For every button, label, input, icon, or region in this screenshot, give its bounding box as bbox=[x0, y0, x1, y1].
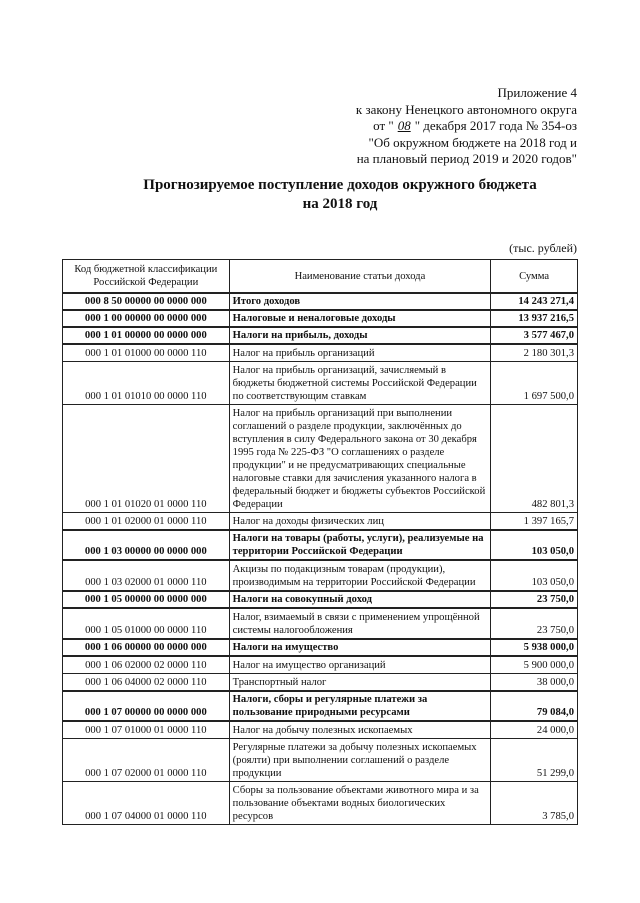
name-cell: Налог, взимаемый в связи с применением упрощённой системы налогообложения bbox=[229, 608, 491, 639]
table-row bbox=[63, 591, 578, 608]
name-cell: Налоговые и неналоговые доходы bbox=[229, 310, 491, 327]
sum-cell: 79 084,0 bbox=[491, 691, 578, 721]
code-cell: 000 1 01 01010 00 0000 110 bbox=[63, 362, 230, 405]
name-cell: Сборы за пользование объектами животного мира и за пользование объектами водных биологических ресурсов bbox=[229, 782, 491, 825]
name-cell: Налог на прибыль организаций bbox=[229, 344, 491, 362]
sum-cell: 5 900 000,0 bbox=[491, 656, 578, 674]
units-label: (тыс. рублей) bbox=[509, 241, 577, 255]
table-row bbox=[63, 656, 578, 674]
sum-cell: 1 697 500,0 bbox=[491, 362, 578, 405]
appendix-law-title-1: "Об окружном бюджете на 2018 год и bbox=[368, 134, 577, 150]
name-cell: Итого доходов bbox=[229, 293, 491, 310]
name-cell: Регулярные платежи за добычу полезных ископаемых (роялти) при выполнении соглашений о разделе продукции bbox=[229, 739, 491, 782]
name-cell: Акцизы по подакцизным товарам (продукции), производимым на территории Российской Федерации bbox=[229, 560, 491, 591]
table-row bbox=[63, 362, 578, 405]
code-cell: 000 1 03 00000 00 0000 000 bbox=[63, 530, 230, 560]
appendix-law-title-2: на плановый период 2019 и 2020 годов" bbox=[356, 151, 577, 166]
name-cell: Налог на добычу полезных ископаемых bbox=[229, 721, 491, 739]
code-cell: 000 1 01 01000 00 0000 110 bbox=[63, 344, 230, 362]
name-cell: Налог на имущество организаций bbox=[229, 656, 491, 674]
table-row bbox=[63, 674, 578, 692]
code-cell: 000 1 01 01020 01 0000 110 bbox=[63, 405, 230, 513]
code-cell: 000 1 05 01000 00 0000 110 bbox=[63, 608, 230, 639]
sum-cell: 24 000,0 bbox=[491, 721, 578, 739]
table-row bbox=[63, 310, 578, 327]
title-line-2: на 2018 год bbox=[302, 196, 378, 212]
revenue-table bbox=[62, 259, 578, 825]
name-cell: Налоги на товары (работы, услуги), реализуемые на территории Российской Федерации bbox=[229, 530, 491, 560]
table-row bbox=[63, 293, 578, 310]
code-cell: 000 1 06 00000 00 0000 000 bbox=[63, 639, 230, 656]
code-cell: 000 1 01 02000 01 0000 110 bbox=[63, 513, 230, 531]
sum-cell: 51 299,0 bbox=[491, 739, 578, 782]
table-header-row bbox=[63, 260, 578, 294]
sum-cell: 3 785,0 bbox=[491, 782, 578, 825]
code-cell: 000 1 07 04000 01 0000 110 bbox=[63, 782, 230, 825]
appendix-law: к закону Ненецкого автономного округа bbox=[355, 101, 577, 117]
table-row bbox=[63, 513, 578, 531]
handwritten-day: 08 bbox=[397, 118, 411, 133]
table-row bbox=[63, 344, 578, 362]
table-row bbox=[63, 639, 578, 656]
title-line-1: Прогнозируемое поступление доходов окружного бюджета bbox=[143, 177, 537, 193]
date-suffix: " декабря 2017 года № 354-оз bbox=[414, 118, 577, 133]
date-prefix: от " bbox=[373, 118, 394, 133]
sum-cell: 13 937 216,5 bbox=[491, 310, 578, 327]
name-cell: Налоги, сборы и регулярные платежи за пользование природными ресурсами bbox=[229, 691, 491, 721]
code-cell: 000 1 07 02000 01 0000 110 bbox=[63, 739, 230, 782]
appendix-number: Приложение 4 bbox=[497, 85, 577, 100]
table-row bbox=[63, 721, 578, 739]
sum-cell: 2 180 301,3 bbox=[491, 344, 578, 362]
table-row bbox=[63, 405, 578, 513]
document-title bbox=[0, 176, 640, 214]
table-row bbox=[63, 782, 578, 825]
code-cell: 000 1 06 02000 02 0000 110 bbox=[63, 656, 230, 674]
sum-cell: 23 750,0 bbox=[491, 608, 578, 639]
sum-cell: 38 000,0 bbox=[491, 674, 578, 692]
code-cell: 000 1 03 02000 01 0000 110 bbox=[63, 560, 230, 591]
sum-cell: 14 243 271,4 bbox=[491, 293, 578, 310]
sum-cell: 3 577 467,0 bbox=[491, 327, 578, 344]
table-row bbox=[63, 530, 578, 560]
table-row bbox=[63, 327, 578, 344]
table-row bbox=[63, 608, 578, 639]
code-cell: 000 1 07 01000 01 0000 110 bbox=[63, 721, 230, 739]
sum-cell: 5 938 000,0 bbox=[491, 639, 578, 656]
name-cell: Налоги на имущество bbox=[229, 639, 491, 656]
name-cell: Налог на прибыль организаций, зачисляемый в бюджеты бюджетной системы Российской Федерации по соответствующим ставкам bbox=[229, 362, 491, 405]
name-cell: Транспортный налог bbox=[229, 674, 491, 692]
code-cell: 000 1 00 00000 00 0000 000 bbox=[63, 310, 230, 327]
appendix-header bbox=[356, 85, 577, 168]
name-cell: Налог на доходы физических лиц bbox=[229, 513, 491, 531]
name-cell: Налоги на совокупный доход bbox=[229, 591, 491, 608]
code-cell: 000 1 06 04000 02 0000 110 bbox=[63, 674, 230, 692]
header-name: Наименование статьи дохода bbox=[229, 260, 491, 294]
code-cell: 000 1 01 00000 00 0000 000 bbox=[63, 327, 230, 344]
name-cell: Налоги на прибыль, доходы bbox=[229, 327, 491, 344]
sum-cell: 482 801,3 bbox=[491, 405, 578, 513]
header-code: Код бюджетной классификации Российской Федерации bbox=[63, 260, 230, 294]
appendix-date bbox=[356, 118, 577, 135]
table-row bbox=[63, 691, 578, 721]
code-cell: 000 1 05 00000 00 0000 000 bbox=[63, 591, 230, 608]
sum-cell: 1 397 165,7 bbox=[491, 513, 578, 531]
header-sum: Сумма bbox=[491, 260, 578, 294]
code-cell: 000 1 07 00000 00 0000 000 bbox=[63, 691, 230, 721]
table-row bbox=[63, 739, 578, 782]
code-cell: 000 8 50 00000 00 0000 000 bbox=[63, 293, 230, 310]
sum-cell: 23 750,0 bbox=[491, 591, 578, 608]
name-cell: Налог на прибыль организаций при выполнении соглашений о разделе продукции, заключённых до вступления в силу Федерального закона от 30 декабря 1995 года № 225-ФЗ "О соглашениях о разделе продукции" и не предусматривающих специальные налоговые ставки для зачисления указанного налога в федеральный бюджет и бюджеты субъектов Российской Федерации bbox=[229, 405, 491, 513]
table-row bbox=[63, 560, 578, 591]
sum-cell: 103 050,0 bbox=[491, 530, 578, 560]
sum-cell: 103 050,0 bbox=[491, 560, 578, 591]
